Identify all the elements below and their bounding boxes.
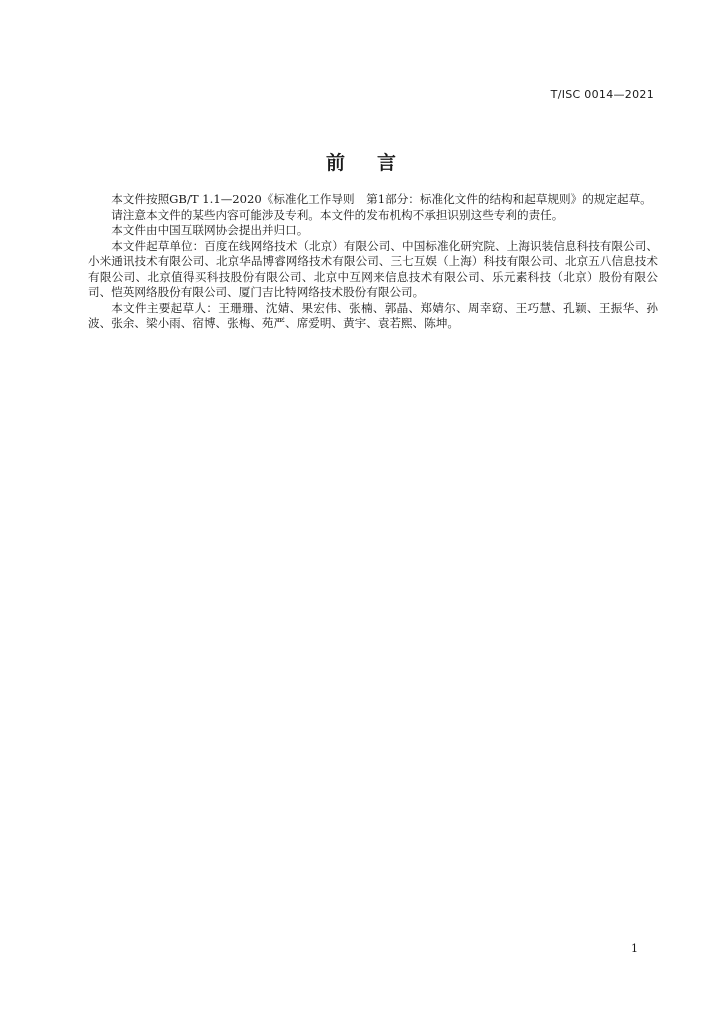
paragraph-drafting-units: 本文件起草单位：百度在线网络技术（北京）有限公司、中国标准化研究院、上海识装信息科技有限公司、小米通讯技术有限公司、北京华品博睿网络技术有限公司、三七互娱（上海）科技有限公司、北京五八信息技术有限公司、北京值得买科技股份有限公司、北京中互网来信息技术有限公司、乐元素科技（北京）股份有限公司、恺英网络股份有限公司、厦门吉比特网络技术股份有限公司。 xyxy=(88,238,658,299)
page-title xyxy=(0,148,724,175)
paragraph-proposer: 本文件由中国互联网协会提出并归口。 xyxy=(111,223,309,237)
paragraph-patent-notice: 请注意本文件的某些内容可能涉及专利。本文件的发布机构不承担识别这些专利的责任。 xyxy=(111,207,564,222)
paragraph-drafting-rules: 本文件按照GB/T 1.1—2020《标准化工作导则 第1部分：标准化文件的结构和起草规则》的规定起草。 xyxy=(111,192,652,206)
page-number: 1 xyxy=(631,942,638,955)
paragraph-main-drafters: 本文件主要起草人：王珊珊、沈婧、果宏伟、张楠、郭晶、郑婧尔、周幸窈、王巧慧、孔颖、王振华、孙波、张余、梁小雨、宿博、张梅、苑严、席爱明、黄宇、袁若熙、陈坤。 xyxy=(88,300,658,330)
title-char-1: 前 xyxy=(325,152,347,174)
document-code: T/ISC 0014—2021 xyxy=(550,88,654,101)
foreword-body xyxy=(88,192,658,332)
title-char-2: 言 xyxy=(377,152,399,174)
